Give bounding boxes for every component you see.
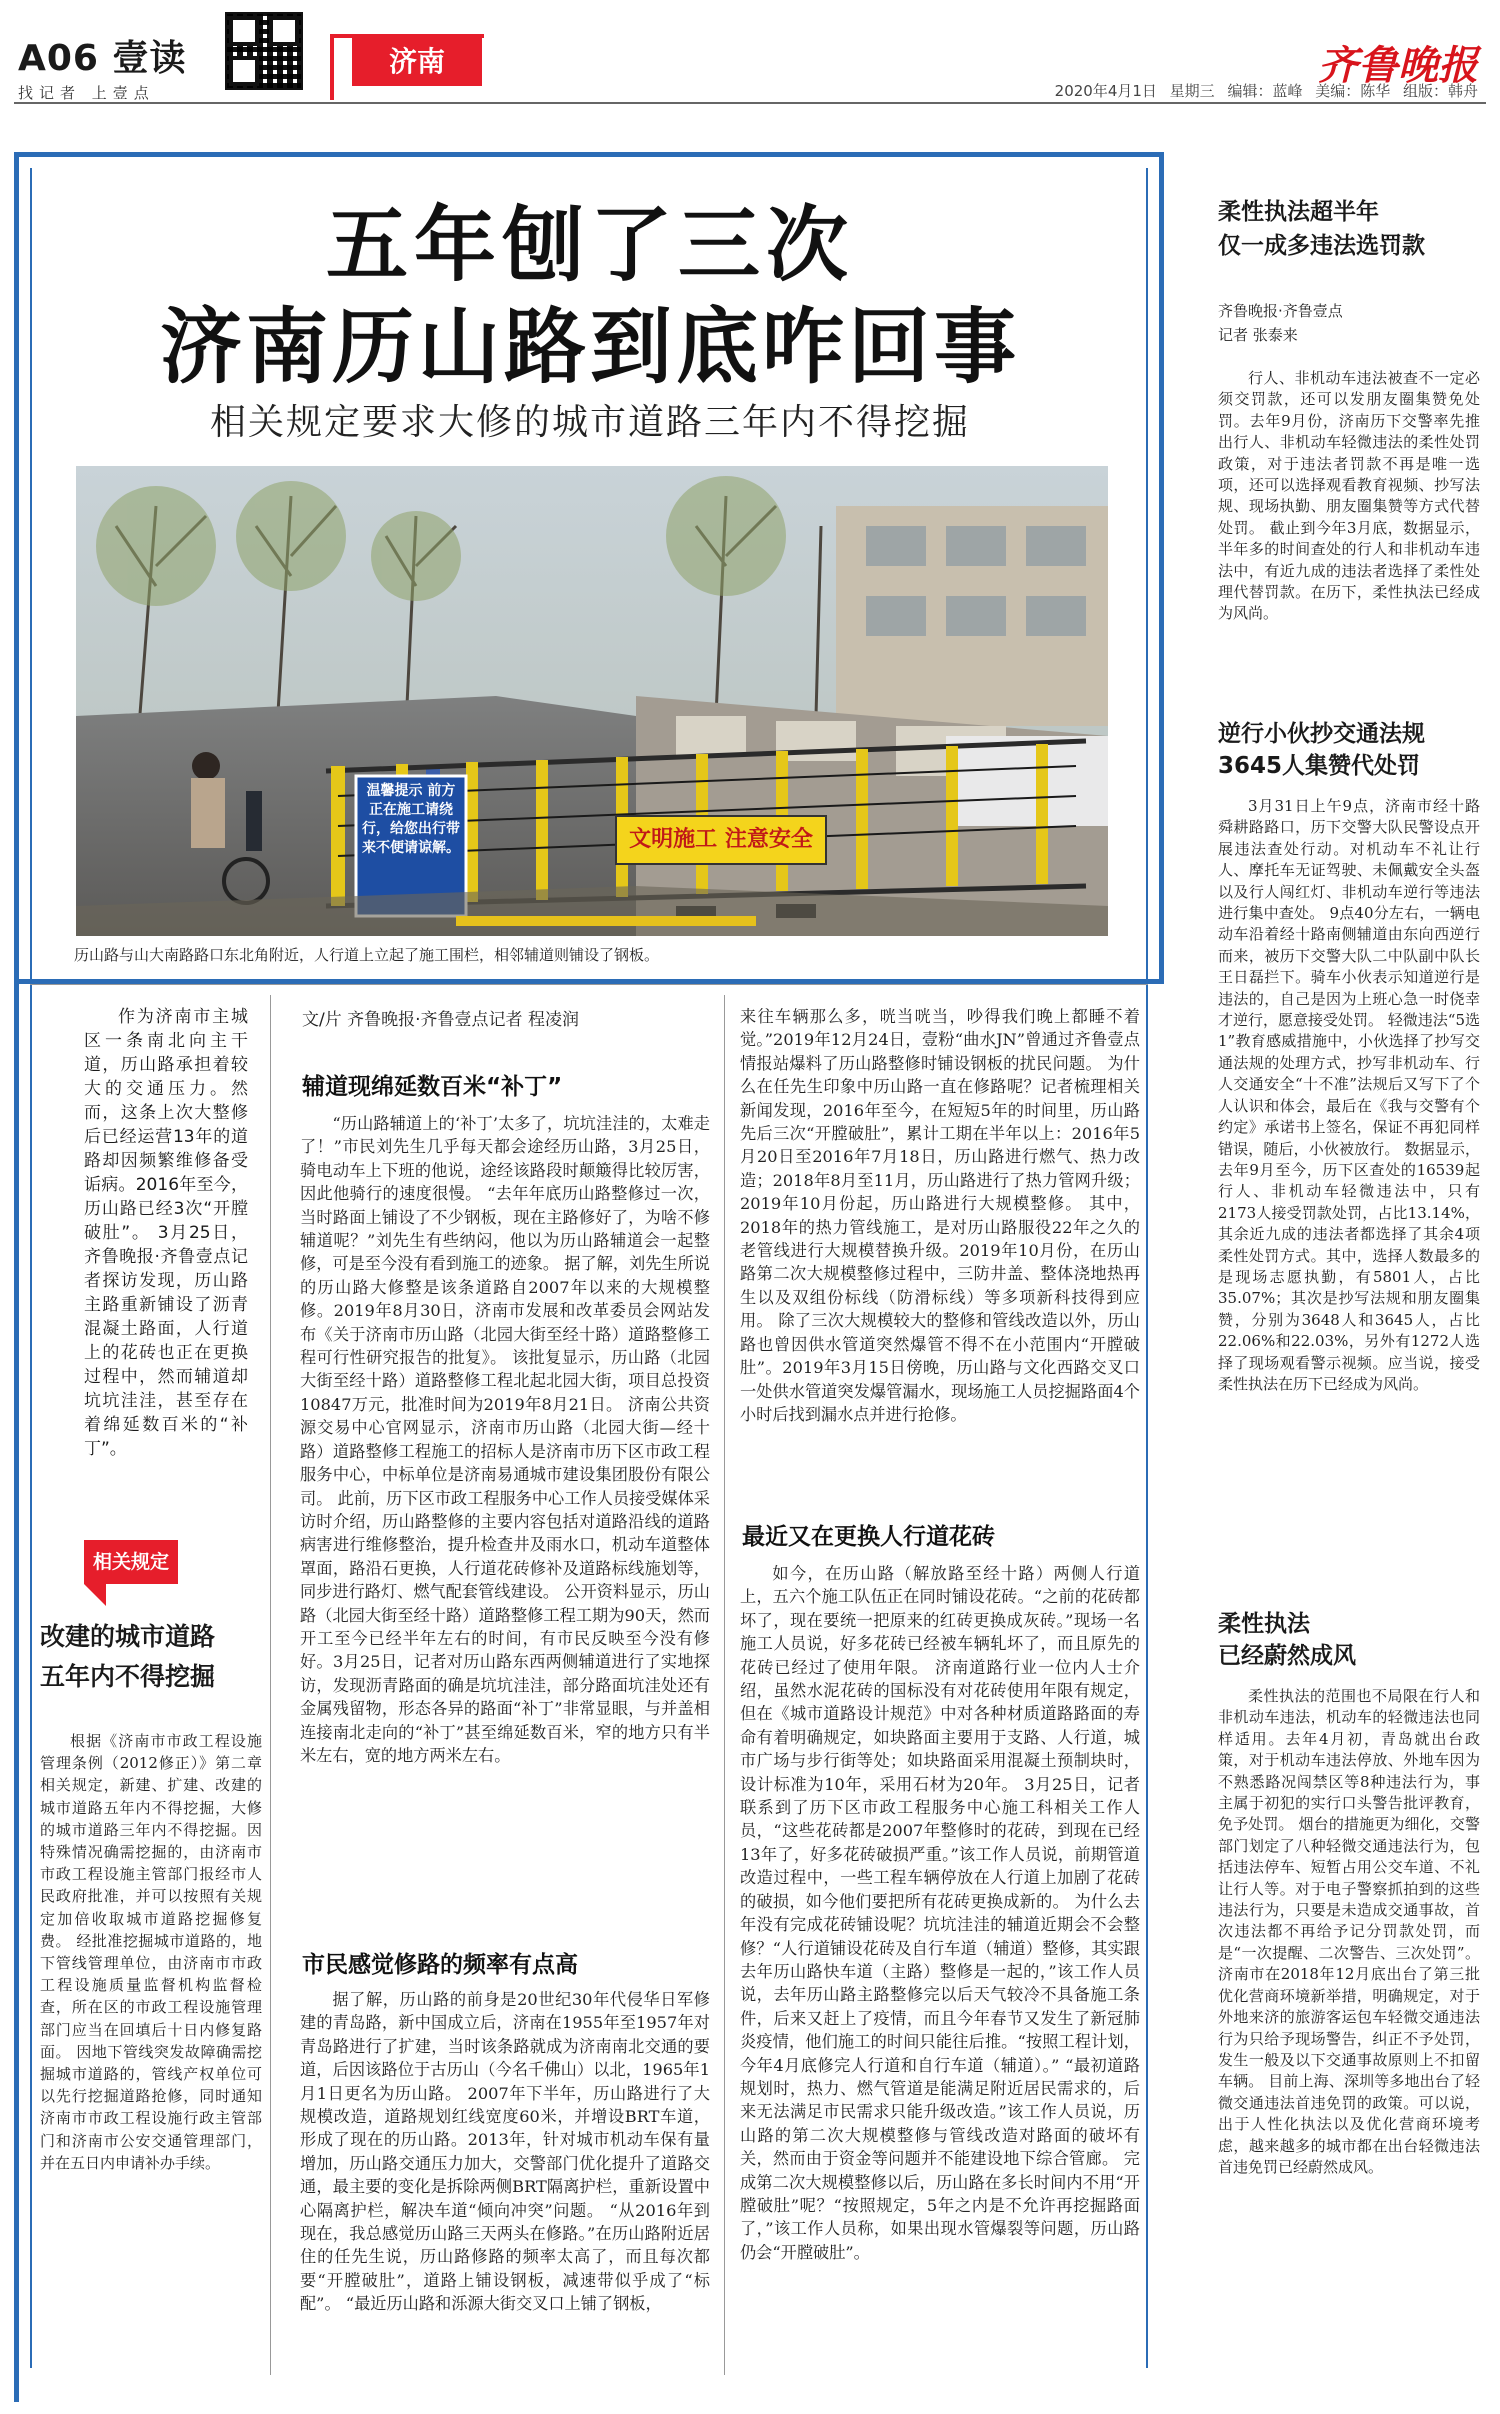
column-rule [270, 995, 271, 2375]
sidebar-text3: 柔性执法的范围也不局限在行人和非机动车违法，机动车的轻微违法也同样适用。去年4月初，青岛就出台政策，对于机动车违法停放、外地车因为不熟悉路况闯禁区等8种违法行为，事主属于初犯的实行口头警告批评教育，免予处罚。 烟台的措施更为细化，交警部门划定了八种轻微交通违法行为，包括违法停车、短暂占用公交车道、不礼让行人等。对于电子警察抓拍到的这些违法行为，只要是未造成交通事故，首次违法都不再给予记分罚款处罚，而是“一次提醒、二次警告、三次处罚”。 济南市在2018年12月底出台了第三批优化营商环境新举措，明确规定，对于外地来济的旅游客运包车轻微交通违法行为只给予现场警告，纠正不予处罚，发生一般及以下交通事故原则上不扣留车辆。 目前上海、深圳等多地出台了轻微交通违法首违免罚的政策。可以说，出于人性化执法以及优化营商环境考虑，越来越多的城市都在出台轻微违法首违免罚已经蔚然成风。 [1218, 1687, 1480, 2176]
column1-text-2: 据了解，历山路的前身是20世纪30年代侵华日军修建的青岛路，新中国成立后，济南在1955年至1957年对青岛路进行了扩建，当时该条路就成为济南南北交通的要道，后因该路位于古历山（今名千佛山）以北，1965年1月1日更名为历山路。 2007年下半年，历山路进行了大规模改造，道路规划红线宽度60米，并增设BRT车道，形成了现在的历山路。2013年，针对城市机动车保有量增加，历山路交通压力加大，交警部门优化提升了道路交通，最主要的变化是拆除两侧BRT隔离护栏，重新设置中心隔离护栏，解决车道“倾向冲突”问题。 “从2016年到现在，我总感觉历山路三天两头在修路。”在历山路附近居住的任先生说，历山路修路的频率太高了，而且每次都要“开膛破肚”，道路上铺设钢板，减速带似乎成了“标配”。 “最近历山路和泺源大街交叉口上铺了钢板， [300, 1990, 710, 2314]
section-head-patches: 辅道现绵延数百米“补丁” [302, 1074, 563, 1100]
divider [30, 984, 1148, 985]
headline-line2: 济南历山路到底咋回事 [159, 300, 1020, 395]
sidebar-reporter: 记者 张泰来 [1218, 326, 1298, 344]
sidebar-headline3-line1: 柔性执法 [1218, 1611, 1310, 1637]
sidebar-headline3-line2: 已经蔚然成风 [1218, 1643, 1356, 1669]
subheadline: 相关规定要求大修的城市道路三年内不得挖掘 [209, 402, 970, 443]
sidebar-headline1-line1: 柔性执法超半年 [1218, 199, 1379, 225]
related-title-line1: 改建的城市道路 [40, 1622, 216, 1651]
intro-text: 作为济南市主城区一条南北向主干道，历山路承担着较大的交通压力。然而，这条上次大整修后已经运营13年的道路却因频繁维修备受诟病。2016年至今，历山路已经3次“开膛破肚”。 3月25日，齐鲁晚报·齐鲁壹点记者探访发现，历山路主路重新铺设了沥青混凝土路面，人行道上的花砖也正在更换过程中，然而辅道却坑坑洼洼，甚至存在着绵延数百米的“补丁”。 [84, 1007, 248, 1459]
byline: 文/片 齐鲁晚报·齐鲁壹点记者 程凌润 [302, 1010, 579, 1030]
column-rule [724, 995, 725, 2375]
photo-caption: 历山路与山大南路路口东北角附近，人行道上立起了施工围栏，相邻辅道则铺设了钢板。 [74, 946, 660, 964]
page-number: A06 壹读 [18, 38, 187, 79]
related-tag: 相关规定 [84, 1540, 178, 1584]
section-tag: 济南 [352, 38, 482, 86]
sidebar-text2: 3月31日上午9点，济南市经十路舜耕路路口，历下交警大队民警设点开展违法查处行动。对机动车不礼让行人、摩托车无证驾驶、未佩戴安全头盔以及行人闯红灯、非机动车逆行等违法进行集中查处。 9点40分左右，一辆电动车沿着经十路南侧辅道由东向西逆行而来，被历下交警大队二中队副中队长王日磊拦下。骑车小伙表示知道逆行是违法的，自己是因为上班心急一时侥幸才逆行，愿意接受处罚。 轻微违法“5选1”教育感威措施中，小伙选择了抄写交通法规的处理方式，抄写非机动车、行人交通安全“十不准”法规后又写下了个人认识和体会，最后在《我与交警有个约定》承诺书上签名，保证不再犯同样错误，随后，小伙被放行。 数据显示，去年9月至今，历下区查处的16539起行人、非机动车轻微违法中，只有2173人接受罚款处罚，占比13.14%，其余近九成的违法者都选择了其余4项柔性处罚方式。其中，选择人数最多的是现场志愿执勤，有5801人，占比35.07%；其次是抄写法规和朋友圈集赞，分别为3648人和3645人，占比22.06%和22.03%，另外有1272人选择了现场观看警示视频。应当说，接受柔性执法在历下已经成为风尚。 [1218, 797, 1480, 1393]
column2-text-2: 如今，在历山路（解放路至经十路）两侧人行道上，五六个施工队伍正在同时铺设花砖。“之前的花砖都坏了，现在要统一把原来的红砖更换成灰砖。”现场一名施工人员说，好多花砖已经被车辆轧坏了，而且原先的花砖已经过了使用年限。 济南道路行业一位内人士介绍，虽然水泥花砖的国标没有对花砖使用年限有规定，但在《城市道路设计规范》中对各种材质道路路面的寿命有着明确规定，如块路面主要用于支路、人行道，城市广场与步行街等处；如块路面采用混凝土预制块时，设计标准为10年，采用石材为20年。 3月25日，记者联系到了历下区市政工程服务中心施工科相关工作人员，“这些花砖都是2007年整修时的花砖，到现在已经13年了，好多花砖破损严重。”该工作人员说，前期管道改造过程中，一些工程车辆停放在人行道上加剧了花砖的破损，如今他们要把所有花砖更换成新的。 为什么去年没有完成花砖铺设呢？坑坑洼洼的辅道近期会不会整修？“人行道铺设花砖及自行车道（辅道）整修，其实跟去年历山路快车道（主路）整修是一起的，”该工作人员说，去年历山路主路整修完以后天气较冷不具备施工条件，后来又赶上了疫情，而且今年春节又发生了新冠肺炎疫情，他们施工的时间只能往后推。“按照工程计划，今年4月底修完人行道和自行车道（辅道）。” “最初道路规划时，热力、燃气管道是能满足附近居民需求的，后来无法满足市民需求只能升级改造。”该工作人员说，历山路的第二次大规模整修与管线改造对路面的破坏有关，然而由于资金等问题并不能建设地下综合管廊。 完成第二次大规模整修以后，历山路在多长时间内不用“开膛破肚”呢？“按照规定，5年之内是不允许再挖掘路面了，”该工作人员称，如果出现水管爆裂等问题，历山路仍会“开膛破肚”。 [740, 1564, 1140, 2262]
sidebar-headline2-line2: 3645人集赞代处罚 [1218, 753, 1421, 779]
section-head-frequency: 市民感觉修路的频率有点高 [302, 1952, 578, 1978]
frame-inner-line [30, 168, 32, 2368]
sidebar-source: 齐鲁晚报·齐鲁壹点 [1218, 302, 1343, 320]
warning-sign-yellow: 文明施工 注意安全 [629, 827, 813, 852]
header-slogan: 找记者 上壹点 [18, 84, 155, 102]
related-title-line2: 五年内不得挖掘 [40, 1662, 216, 1691]
frame-left-line [14, 152, 19, 2402]
newspaper-logo: 齐鲁晚报 [1318, 42, 1478, 89]
column2-text: 来往车辆那么多，咣当咣当，吵得我们晚上都睡不着觉。”2019年12月24日，壹粉“曲水JN”曾通过齐鲁壹点情报站爆料了历山路整修时铺设钢板的扰民问题。 为什么在任先生印象中历山路一直在修路呢？记者梳理相关新闻发现，2016年至今，在短短5年的时间里，历山路先后三次“开膛破肚”，累计工期在半年以上：2016年5月20日至2016年7月18日，历山路进行燃气、热力改造；2018年8月至11月，历山路进行了热力管网升级；2019年10月份起，历山路进行大规模整修。 其中，2018年的热力管线施工，是对历山路服役22年之久的老管线进行大规模替换升级。2019年10月份，在历山路第二次大规模整修过程中，三防井盖、整体浇地热再生以及双组份标线（防滑标线）等多项新科技得到应用。 除了三次大规模较大的整修和管线改造以外，历山路也曾因供水管道突然爆管不得不在小范围内“开膛破肚”。2019年3月15日傍晚，历山路与文化西路交叉口一处供水管道突发爆管漏水，现场施工人员挖掘路面4个小时后找到漏水点并进行抢修。 [740, 1007, 1140, 1424]
headline-line1: 五年刨了三次 [325, 198, 854, 293]
street-photo [76, 466, 1108, 936]
warning-sign-blue: 温馨提示 前方正在施工请绕行，给您出行带来不便请谅解。 [362, 783, 460, 856]
qr-code-icon[interactable] [225, 12, 303, 90]
related-text: 根据《济南市市政工程设施管理条例（2012修正）》第二章相关规定，新建、扩建、改建的城市道路五年内不得挖掘，大修的城市道路三年内不得挖掘。因特殊情况确需挖掘的，由济南市市政工程设施主管部门报经市人民政府批准，并可以按照有关规定加倍收取城市道路挖掘修复费。 经批准挖掘城市道路的，地下管线管理单位，由济南市市政工程设施质量监督机构监督检查，所在区的市政工程设施管理部门应当在回填后十日内修复路面。 因地下管线突发故障确需挖掘城市道路的，管线产权单位可以先行挖掘道路抢修，同时通知济南市市政工程设施行政主管部门和济南市公安交通管理部门，并在五日内申请补办手续。 [40, 1732, 262, 2172]
sidebar-text1: 行人、非机动车违法被查不一定必须交罚款，还可以发朋友圈集赞免处罚。去年9月份，济南历下交警率先推出行人、非机动车轻微违法的柔性处罚政策，对于违法者罚款不再是唯一选项，还可以选择观看教育视频、抄写法规、现场执勤、朋友圈集赞等方式代替处罚。 截止到今年3月底，数据显示，半年多的时间查处的行人和非机动车违法中，有近九成的违法者选择了柔性处理代替罚款。在历下，柔性执法已经成为风尚。 [1218, 369, 1480, 623]
frame-right-line [1146, 168, 1148, 2368]
section-head-bricks: 最近又在更换人行道花砖 [742, 1524, 995, 1550]
sidebar-headline1-line2: 仅一成多违法选罚款 [1218, 233, 1425, 259]
header-divider [14, 102, 1486, 104]
date-line: 2020年4月1日 星期三 编辑：蓝峰 美编：陈华 组版：韩舟 [1054, 82, 1478, 100]
tag-pointer [84, 1584, 106, 1606]
sidebar-headline2-line1: 逆行小伙抄交通法规 [1218, 721, 1425, 747]
column1-text: “历山路辅道上的‘补丁’太多了，坑坑洼洼的，太难走了！”市民刘先生几乎每天都会途经历山路，3月25日，骑电动车上下班的他说，途经该路段时颠簸得比较厉害，因此他骑行的速度很慢。 “去年年底历山路整修过一次，当时路面上铺设了不少钢板，现在主路修好了，为啥不修辅道呢？”刘先生有些纳闷，他以为历山路辅道会一起整修，可是至今没有看到施工的迹象。 据了解，刘先生所说的历山路大修整是该条道路自2007年以来的大规模整修。2019年8月30日，济南市发展和改革委员会网站发布《关于济南市历山路（北园大街至经十路）道路整修工程可行性研究报告的批复》。 该批复显示，历山路（北园大街至经十路）道路整修工程北起北园大街，项目总投资10847万元，批准时间为2019年8月21日。 济南公共资源交易中心官网显示，济南市历山路（北园大街—经十路）道路整修工程施工的招标人是济南市历下区市政工程服务中心，中标单位是济南易通城市建设集团股份有限公司。 此前，历下区市政工程服务中心工作人员接受媒体采访时介绍，历山路整修的主要内容包括对道路沿线的道路病害进行维修整治，提升检查井及雨水口，机动车道整体罩面，路沿石更换，人行道花砖修补及道路标线施划等，同步进行路灯、燃气配套管线建设。 公开资料显示，历山路（北园大街至经十路）道路整修工程工期为90天，然而开工至今已经半年左右的时间，有市民反映至今没有修好。3月25日，记者对历山路东西两侧辅道进行了实地探访，发现沥青路面的确是坑坑洼洼，部分路面坑洼处还有金属残留物，形态各异的路面“补丁”非常显眼，与并盖相连接南北走向的“补丁”甚至绵延数百米，窄的地方只有半米左右，宽的地方两米左右。 [300, 1114, 710, 1765]
